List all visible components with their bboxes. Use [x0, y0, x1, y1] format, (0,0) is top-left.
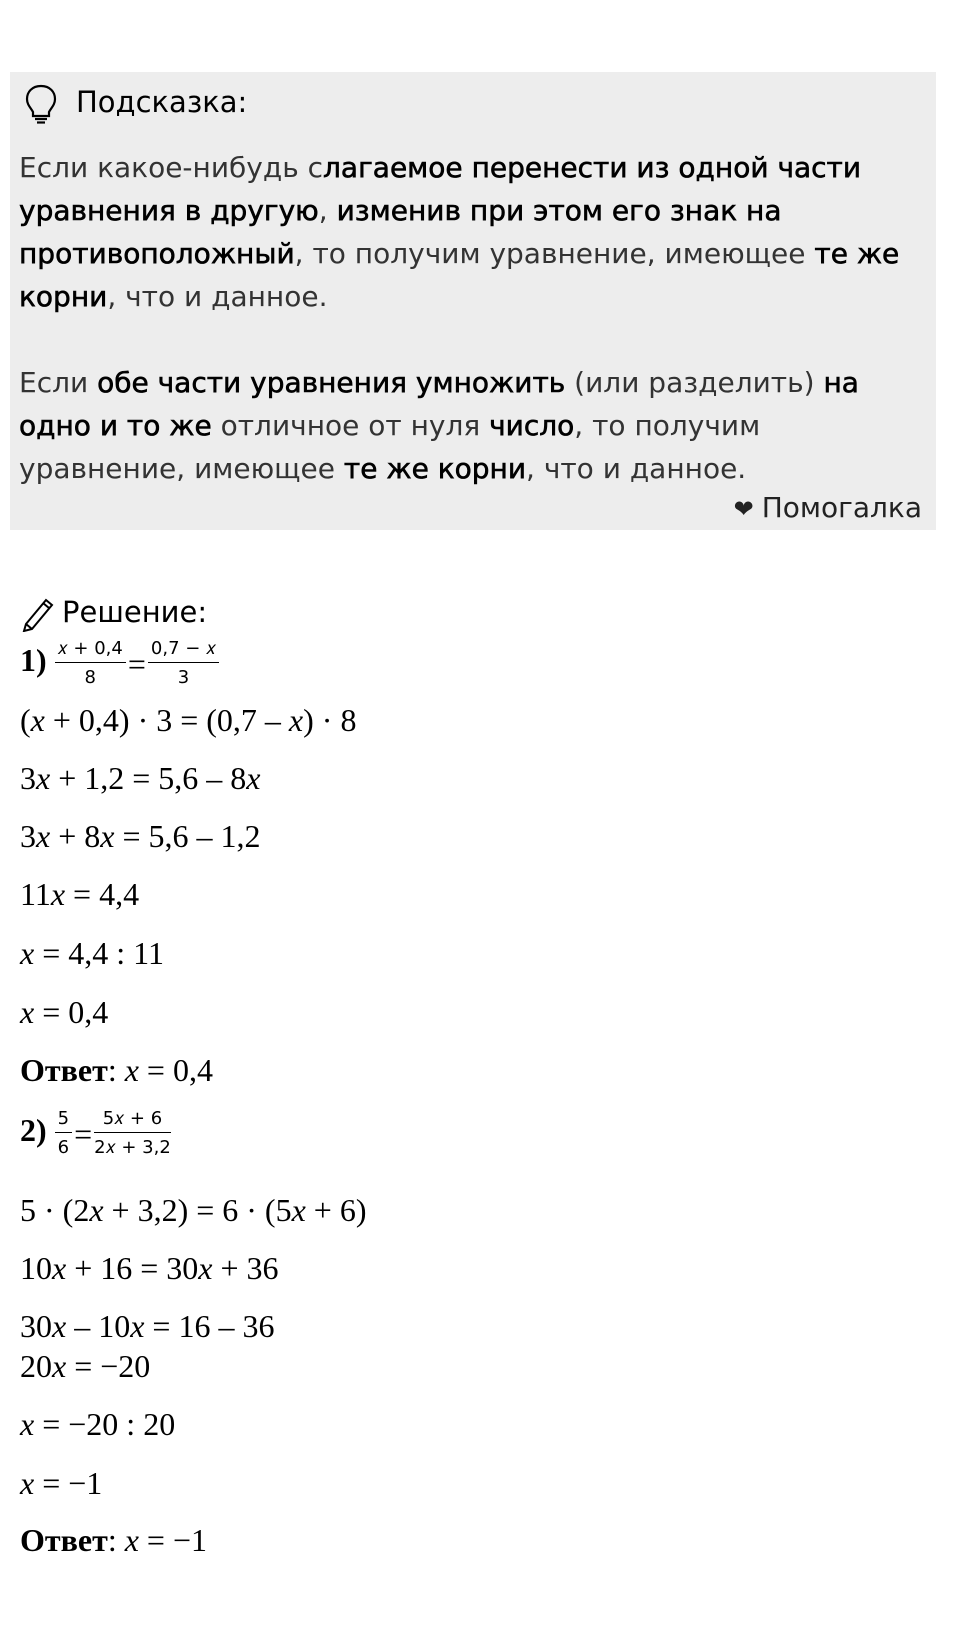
task1-lhs-fraction: $\frac{\text{𝑥 + 0,4}}{8}$ — [55, 638, 126, 689]
hint-paragraph-2 — [19, 361, 931, 490]
hint-box — [10, 72, 936, 530]
text-run: , — [318, 194, 337, 227]
task1-rhs-fraction: $\frac{\text{0,7 − 𝑥}}{3}$ — [148, 638, 219, 689]
emphasis-text: число — [489, 409, 575, 442]
emphasis-text: на одно и то же — [19, 366, 859, 442]
text-run: Если какое-нибудь с — [19, 151, 324, 184]
text-run: (или разделить) — [565, 366, 824, 399]
solution-step: 3x + 8x = 5,6 – 1,2 — [20, 818, 261, 854]
heart-icon: ❤ — [733, 495, 754, 523]
solution-step: x = 4,4 : 11 — [20, 935, 164, 971]
solution-step: x = 0,4 — [20, 994, 109, 1030]
credit: ❤ Помогалка — [733, 491, 922, 524]
solution-step: (x + 0,4) · 3 = (0,7 – x) · 8 — [20, 702, 357, 738]
text-run: , что и данное. — [526, 452, 747, 485]
task2-lhs-fraction: $\frac{5}{6}$ — [55, 1108, 72, 1159]
emphasis-text: те же корни — [19, 237, 900, 313]
task2-rhs-fraction: $\frac{\text{5𝑥 + 6}}{\text{2𝑥 + 3,2}}$ — [94, 1108, 171, 1158]
solution-step: 5 · (2x + 3,2) = 6 · (5x + 6) — [20, 1192, 367, 1228]
solution-step: 11x = 4,4 — [20, 876, 140, 912]
solution-title: Решение: — [20, 592, 207, 632]
solution-step: 30x – 10x = 16 – 36 — [20, 1308, 275, 1344]
solution-step: x = −1 — [20, 1465, 103, 1501]
text-run: , то получим уравнение, имеющее — [19, 409, 761, 485]
text-run: отличное от нуля — [211, 409, 490, 442]
pencil-icon — [20, 594, 56, 632]
hint-title: Подсказка: — [76, 85, 248, 119]
emphasis-text: изменив при этом его знак на противоположный — [19, 194, 782, 270]
task2-answer: Ответ: x = −1 — [20, 1522, 207, 1558]
text-run: , то получим уравнение, имеющее — [294, 237, 815, 270]
text-run: Если — [19, 366, 98, 399]
solution-step: x = −20 : 20 — [20, 1406, 176, 1442]
task1-answer: Ответ: x = 0,4 — [20, 1052, 213, 1088]
emphasis-text: лагаемое перенести из одной части уравнения в другую — [19, 151, 862, 227]
solution-step: 10x + 16 = 30x + 36 — [20, 1250, 279, 1286]
solution-step: 20x = −20 — [20, 1348, 151, 1384]
task1-equation: 1) $\frac{\text{𝑥 + 0,4}}{8}$ = $\frac{\text{0,7 − 𝑥}}{3}$ — [20, 638, 219, 689]
hint-paragraph-1 — [19, 146, 931, 318]
text-run: , что и данное. — [107, 280, 328, 313]
emphasis-text: те же корни — [343, 452, 527, 485]
solution-step: 3x + 1,2 = 5,6 – 8x — [20, 760, 261, 796]
emphasis-text: обе части уравнения умножить — [97, 366, 566, 399]
task2-equation: 2) $\frac{5}{6}$ = $\frac{\text{5𝑥 + 6}}{\text{2𝑥 + 3,2}}$ — [20, 1108, 171, 1158]
